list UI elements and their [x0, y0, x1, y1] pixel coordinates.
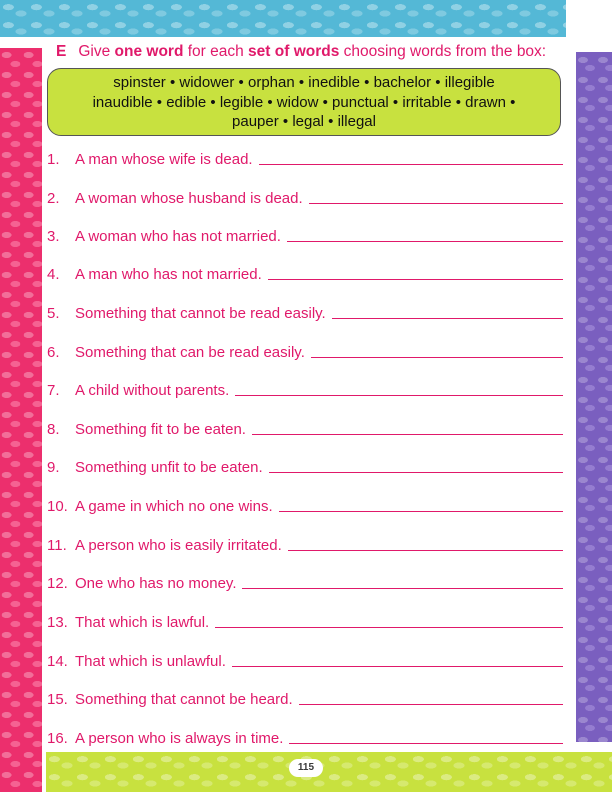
question-text: Something that cannot be read easily. — [75, 305, 326, 322]
word-box-line: inaudible • edible • legible • widow • punctual • irritable • drawn • — [92, 93, 516, 111]
question-number: 12. — [47, 575, 68, 592]
question-row — [47, 377, 563, 399]
question-number: 5. — [47, 305, 60, 322]
question-text: A woman whose husband is dead. — [75, 190, 303, 207]
instruction-text-1: Give — [78, 43, 115, 60]
decorative-right-band — [576, 52, 612, 742]
question-number: 3. — [47, 228, 60, 245]
question-row — [47, 570, 563, 592]
question-row — [47, 339, 563, 361]
question-text: A person who is always in time. — [75, 730, 284, 747]
answer-line[interactable] — [259, 164, 563, 165]
question-text: A game in which no one wins. — [75, 498, 273, 515]
answer-line[interactable] — [287, 241, 563, 242]
question-number: 8. — [47, 421, 60, 438]
question-number: 2. — [47, 190, 60, 207]
question-number: 15. — [47, 691, 68, 708]
exercise-letter: E — [56, 43, 67, 60]
question-text: One who has no money. — [75, 575, 237, 592]
question-row — [47, 725, 563, 747]
question-row — [47, 416, 563, 438]
answer-line[interactable] — [288, 550, 563, 551]
word-box-line: spinster • widower • orphan • inedible • bachelor • illegible — [113, 74, 495, 91]
answer-line[interactable] — [299, 704, 563, 705]
page-number: 115 — [289, 759, 323, 777]
question-text: That which is unlawful. — [75, 653, 226, 670]
answer-line[interactable] — [311, 357, 563, 358]
question-number: 7. — [47, 382, 60, 399]
instruction-bold-2: set of words — [248, 43, 340, 60]
question-row — [47, 686, 563, 708]
answer-line[interactable] — [279, 511, 563, 512]
question-text: Something that can be read easily. — [75, 344, 305, 361]
answer-line[interactable] — [252, 434, 563, 435]
answer-line[interactable] — [235, 395, 563, 396]
question-number: 13. — [47, 614, 68, 631]
answer-line[interactable] — [269, 472, 563, 473]
instruction-bold-1: one word — [114, 43, 184, 60]
question-text: A man whose wife is dead. — [75, 151, 253, 168]
question-row — [47, 493, 563, 515]
question-row — [47, 223, 563, 245]
question-number: 10. — [47, 498, 68, 515]
question-text: A person who is easily irritated. — [75, 537, 282, 554]
question-number: 14. — [47, 653, 68, 670]
question-text: That which is lawful. — [75, 614, 210, 631]
question-text: Something that cannot be heard. — [75, 691, 293, 708]
question-number: 1. — [47, 151, 60, 168]
answer-line[interactable] — [332, 318, 563, 319]
instruction-text-2: for each — [183, 43, 249, 60]
question-text: A man who has not married. — [75, 266, 262, 283]
question-row — [47, 532, 563, 554]
answer-line[interactable] — [289, 743, 563, 744]
decorative-left-band — [0, 48, 42, 792]
instruction-text-3: choosing words from the box: — [339, 43, 547, 60]
answer-line[interactable] — [268, 279, 563, 280]
question-number: 16. — [47, 730, 68, 747]
exercise-heading — [56, 43, 571, 61]
question-row — [47, 261, 563, 283]
word-box-line: pauper • legal • illegal — [232, 113, 376, 130]
question-text: Something unfit to be eaten. — [75, 459, 263, 476]
question-row — [47, 609, 563, 631]
question-number: 9. — [47, 459, 60, 476]
answer-line[interactable] — [242, 588, 563, 589]
question-row — [47, 146, 563, 168]
question-text: Something fit to be eaten. — [75, 421, 246, 438]
question-row — [47, 648, 563, 670]
question-row — [47, 185, 563, 207]
top-band-gap — [566, 0, 612, 37]
question-number: 4. — [47, 266, 60, 283]
question-row — [47, 454, 563, 476]
question-number: 6. — [47, 344, 60, 361]
question-text: A woman who has not married. — [75, 228, 281, 245]
question-number: 11. — [47, 537, 67, 554]
answer-line[interactable] — [232, 666, 563, 667]
answer-line[interactable] — [215, 627, 563, 628]
decorative-bottom-band — [46, 752, 612, 792]
answer-line[interactable] — [309, 203, 563, 204]
question-row — [47, 300, 563, 322]
question-text: A child without parents. — [75, 382, 230, 399]
decorative-top-band — [0, 0, 566, 37]
word-box — [47, 68, 561, 136]
